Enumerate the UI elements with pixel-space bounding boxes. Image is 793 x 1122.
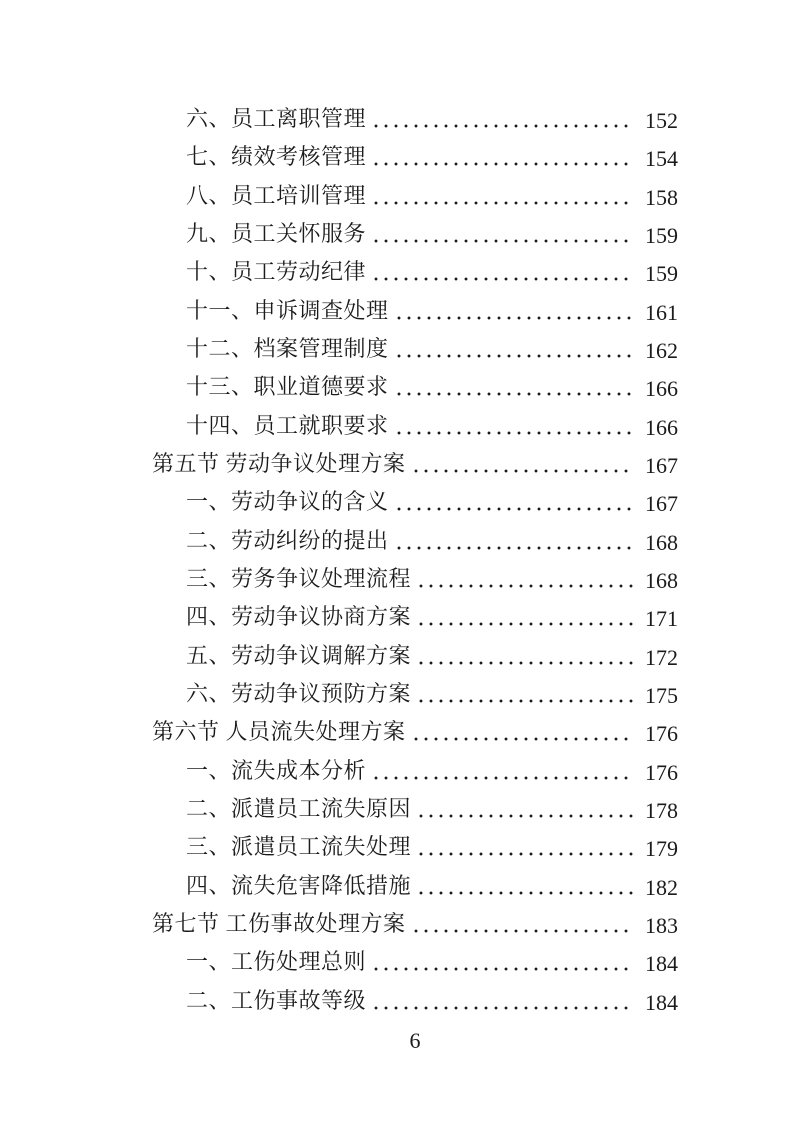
toc-entry[interactable]	[152, 943, 678, 981]
page-number-footer	[152, 1028, 678, 1054]
dot-leader	[416, 867, 634, 905]
toc-entry[interactable]	[152, 637, 678, 675]
toc-entry[interactable]	[152, 138, 678, 176]
toc-entry-page: 166	[645, 414, 678, 440]
toc-entry[interactable]	[152, 828, 678, 866]
toc-entry[interactable]	[152, 867, 678, 905]
table-of-contents	[152, 100, 678, 1020]
toc-entry-page: 161	[645, 299, 678, 325]
toc-entry-title: 第五节 劳动争议处理方案	[152, 450, 406, 476]
toc-entry-page: 182	[645, 874, 678, 900]
dot-leader	[371, 100, 634, 138]
toc-entry-page: 167	[645, 452, 678, 478]
toc-entry[interactable]	[152, 790, 678, 828]
toc-entry[interactable]	[152, 253, 678, 291]
toc-entry[interactable]	[152, 330, 678, 368]
toc-entry-page: 175	[645, 682, 678, 708]
toc-entry-page: 183	[645, 912, 678, 938]
toc-entry[interactable]	[152, 752, 678, 790]
toc-entry-title: 四、劳动争议协商方案	[186, 604, 412, 630]
toc-entry-page: 159	[645, 261, 678, 287]
toc-entry[interactable]	[152, 445, 678, 483]
toc-entry-title: 三、劳务争议处理流程	[186, 565, 412, 591]
toc-entry-page: 162	[645, 337, 678, 363]
toc-entry-title: 一、劳动争议的含义	[186, 489, 389, 515]
toc-entry[interactable]	[152, 598, 678, 636]
toc-entry-title: 一、流失成本分析	[186, 757, 367, 783]
dot-leader	[394, 407, 634, 445]
dot-leader	[416, 598, 634, 636]
toc-entry-page: 172	[645, 644, 678, 670]
dot-leader	[416, 828, 634, 866]
toc-entry-page: 171	[645, 606, 678, 632]
toc-entry-title: 四、流失危害降低措施	[186, 872, 412, 898]
dot-leader	[394, 292, 634, 330]
toc-entry-page: 158	[645, 184, 678, 210]
toc-entry[interactable]	[152, 675, 678, 713]
dot-leader	[411, 905, 634, 943]
toc-entry[interactable]	[152, 560, 678, 598]
toc-entry[interactable]	[152, 100, 678, 138]
toc-entry-title: 十二、档案管理制度	[186, 335, 389, 361]
dot-leader	[371, 752, 634, 790]
toc-entry[interactable]	[152, 215, 678, 253]
toc-entry-title: 六、员工离职管理	[186, 106, 367, 131]
dot-leader	[394, 368, 634, 406]
toc-entry-title: 第六节 人员流失处理方案	[152, 719, 406, 745]
toc-entry[interactable]	[152, 292, 678, 330]
toc-entry[interactable]	[152, 177, 678, 215]
toc-entry-page: 184	[645, 989, 678, 1015]
dot-leader	[411, 445, 634, 483]
dot-leader	[411, 713, 634, 751]
toc-entry-title: 九、员工关怀服务	[186, 220, 367, 246]
toc-entry-page: 176	[645, 721, 678, 747]
toc-entry-page: 166	[645, 376, 678, 402]
toc-entry[interactable]	[152, 407, 678, 445]
toc-entry-title: 十一、申诉调查处理	[186, 297, 389, 323]
toc-entry-page: 154	[645, 146, 678, 172]
toc-entry[interactable]	[152, 522, 678, 560]
toc-entry-title: 二、工伤事故等级	[186, 987, 367, 1013]
toc-entry[interactable]	[152, 982, 678, 1020]
toc-entry-page: 168	[645, 567, 678, 593]
toc-entry-title: 第七节 工伤事故处理方案	[152, 910, 406, 936]
toc-entry-title: 八、员工培训管理	[186, 182, 367, 208]
dot-leader	[371, 138, 634, 176]
toc-entry-page: 168	[645, 529, 678, 555]
toc-entry[interactable]	[152, 713, 678, 751]
dot-leader	[371, 177, 634, 215]
dot-leader	[416, 637, 634, 675]
toc-entry-title: 二、派遣员工流失原因	[186, 795, 412, 821]
toc-entry-title: 二、劳动纠纷的提出	[186, 527, 389, 553]
toc-entry-page: 167	[645, 491, 678, 517]
toc-entry-title: 七、绩效考核管理	[186, 144, 367, 170]
toc-entry-page: 176	[645, 759, 678, 785]
toc-entry[interactable]	[152, 905, 678, 943]
toc-entry[interactable]	[152, 368, 678, 406]
toc-entry-title: 五、劳动争议调解方案	[186, 642, 412, 668]
dot-leader	[371, 215, 634, 253]
dot-leader	[394, 522, 634, 560]
toc-entry-page: 159	[645, 222, 678, 248]
dot-leader	[416, 675, 634, 713]
toc-entry-page: 179	[645, 836, 678, 862]
toc-entry-page: 184	[645, 951, 678, 977]
dot-leader	[371, 253, 634, 291]
dot-leader	[394, 483, 634, 521]
dot-leader	[394, 330, 634, 368]
toc-entry-title: 一、工伤处理总则	[186, 949, 367, 975]
toc-entry-title: 十四、员工就职要求	[186, 412, 389, 438]
toc-entry-page: 178	[645, 797, 678, 823]
dot-leader	[416, 560, 634, 598]
toc-entry-title: 三、派遣员工流失处理	[186, 834, 412, 860]
dot-leader	[416, 790, 634, 828]
toc-entry[interactable]	[152, 483, 678, 521]
dot-leader	[371, 943, 634, 981]
page-number: 6	[409, 1028, 421, 1053]
toc-entry-title: 十、员工劳动纪律	[186, 259, 367, 285]
toc-entry-title: 十三、职业道德要求	[186, 374, 389, 400]
toc-entry-title: 六、劳动争议预防方案	[186, 680, 412, 706]
dot-leader	[371, 982, 634, 1020]
toc-entry-page: 152	[645, 108, 678, 133]
